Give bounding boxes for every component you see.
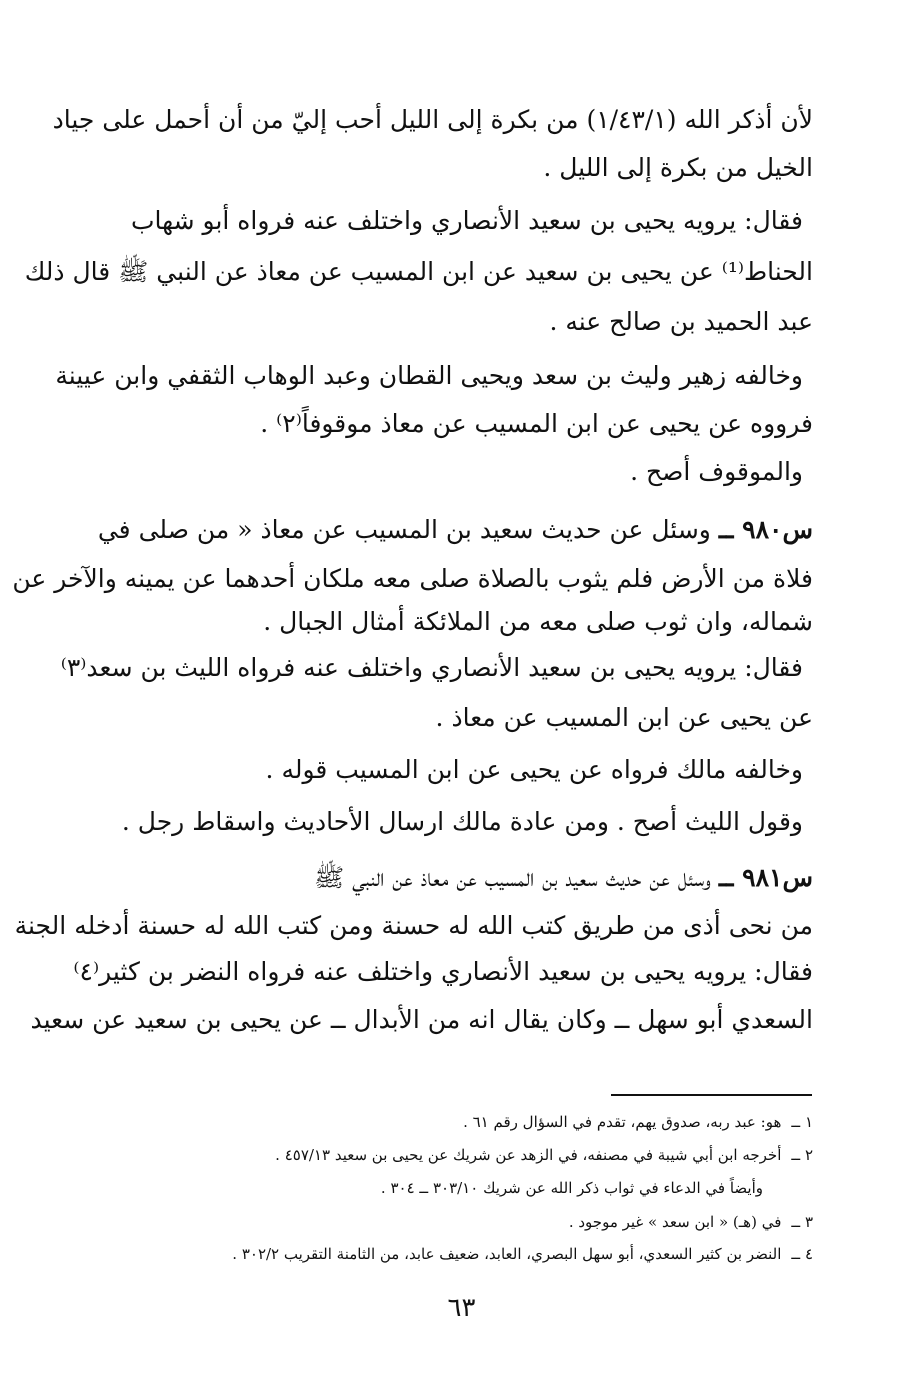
footnote-text: النضر بن كثير السعدي، أبو سهل البصري، العابد، ضعيف عابد، من الثامنة التقريب ٣٠٢/٢ . [232,1245,782,1263]
question-981-label: س٩٨١ ــ [718,863,813,892]
question-981-line [103,862,813,894]
footnote-number: ٢ ــ [791,1146,813,1164]
footnote-text: أخرجه ابن أبي شيبة في مصنفه، في الزهد عن شريك عن يحيى بن سعيد ٤٥٧/١٣ . [275,1146,782,1164]
footnote [103,1112,813,1132]
body-line: فقال: يرويه يحيى بن سعيد الأنصاري واختلف عنه فرواه أبو شهاب [130,206,803,235]
body-line: الخيل من بكرة إلى الليل . [543,153,813,182]
body-line: من نحى أذى من طريق كتب الله له حسنة ومن كتب الله له حسنة أدخله الجنة [14,911,813,940]
body-line: شماله، وان ثوب صلى معه من الملائكة أمثال الجبال . [263,607,813,636]
body-line: عن يحيى عن ابن المسيب عن معاذ . [435,703,813,732]
body-line: السعدي أبو سهل ــ وكان يقال انه من الأبدال ــ عن يحيى بن سعيد عن سعيد [30,1005,813,1034]
question-980-line [97,514,813,546]
footnote [103,1212,813,1232]
body-line: فقال: يرويه يحيى بن سعيد الأنصاري واختلف عنه فرواه النضر بن كثير⁽٤⁾ [73,957,813,986]
footnote-number: ٣ ــ [791,1213,813,1231]
body-line: وخالفه زهير وليث بن سعد ويحيى القطان وعبد الوهاب الثقفي وابن عيينة [55,361,803,390]
footnote-number: ٤ ــ [791,1245,813,1263]
body-line: وخالفه مالك فرواه عن يحيى عن ابن المسيب قوله . [265,755,803,784]
body-line: لأن أذكر الله (١/٤٣/١) من بكرة إلى الليل أحب إليّ من أن أحمل على جياد [52,105,813,134]
footnote-text: وأيضاً في الدعاء في ثواب ذكر الله عن شريك ٣٠٣/١٠ ــ ٣٠٤ . [380,1179,763,1197]
body-line: الحناط⁽¹⁾ عن يحيى بن سعيد عن ابن المسيب عن معاذ عن النبي ﷺ قال ذلك [24,257,813,286]
footnote [103,1244,813,1264]
footnote-text: هو: عبد ربه، صدوق يهم، تقدم في السؤال رقم ٦١ . [463,1113,782,1131]
footnote-continuation [53,1178,763,1198]
question-980-text: وسئل عن حديث سعيد بن المسيب عن معاذ « من صلى في [97,515,711,544]
footnote-divider [611,1094,812,1096]
question-981-text: وسئل عن حديث سعيد بن المسيب عن معاذ عن النبي ﷺ [313,863,711,892]
footnote-number: ١ ــ [791,1113,813,1131]
body-line: فقال: يرويه يحيى بن سعيد الأنصاري واختلف عنه فرواه الليث بن سعد⁽٣⁾ [60,653,803,682]
body-line: فلاة من الأرض فلم يثوب بالصلاة صلى معه ملكان أحدهما عن يمينه والآخر عن [12,564,813,593]
footnote [103,1145,813,1165]
body-line: عبد الحميد بن صالح عنه . [549,307,813,336]
question-980-label: س٩٨٠ ــ [718,515,813,544]
body-line: وقول الليث أصح . ومن عادة مالك ارسال الأحاديث واسقاط رجل . [121,807,803,836]
footnote-text: في (هـ) « ابن سعد » غير موجود . [568,1213,782,1231]
body-line: والموقوف أصح . [630,457,803,486]
body-line: فرووه عن يحيى عن ابن المسيب عن معاذ موقوفاً⁽٢⁾ . [260,409,813,438]
page-number: ٦٣ [447,1293,476,1323]
